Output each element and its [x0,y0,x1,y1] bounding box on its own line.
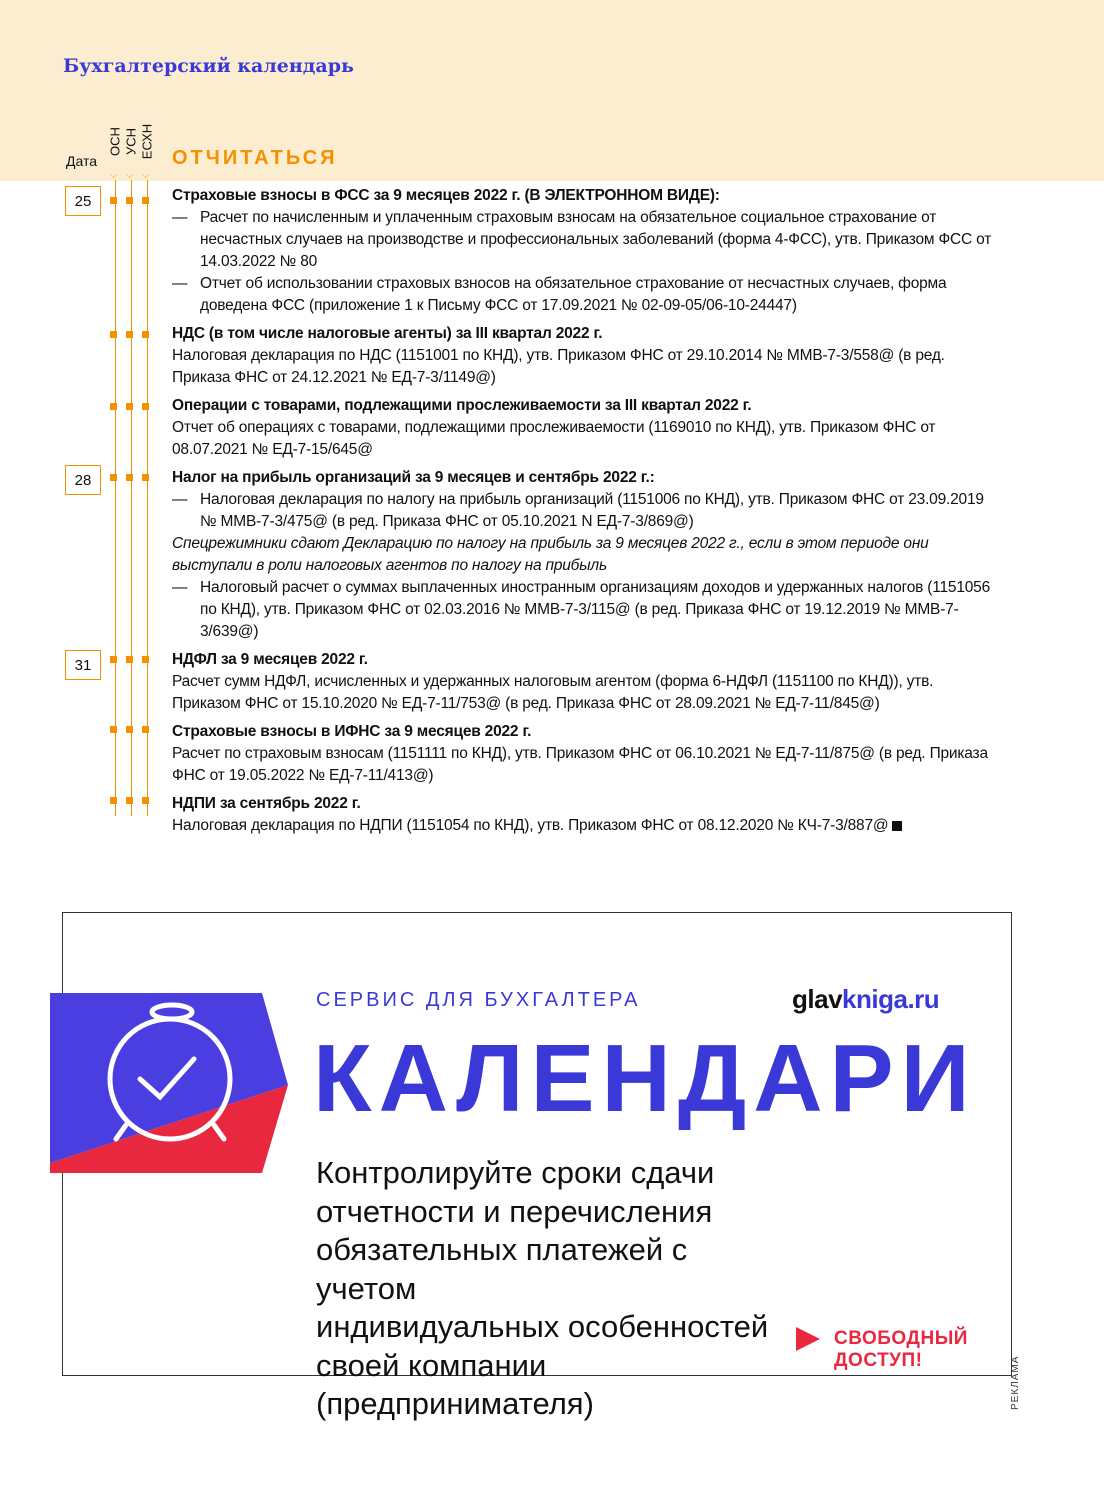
dash-icon: — [172,579,188,596]
list-item [172,185,1002,317]
dash-icon: — [172,491,188,508]
header-band [0,0,1104,181]
date-column-label: Дата [66,153,98,169]
list-item [172,467,1002,643]
entry-text: Отчет об операциях с товарами, подлежащими прослеживаемости (1169010 по КНД), утв. Приказом ФНС от 08.07.2021 № ЕД-7-15/645@ [172,419,936,458]
entry-title: НДПИ за сентябрь 2022 г. [172,795,361,812]
entry-line [172,273,1002,317]
regime-marker [110,656,117,663]
ad-title: КАЛЕНДАРИ [313,1025,977,1132]
ad-body-line: индивидуальных особенностей [316,1309,769,1344]
rubric-title: Бухгалтерский календарь [63,55,354,77]
site-part: glav [792,984,843,1014]
regime-marker [142,331,149,338]
entry-title: НДС (в том числе налоговые агенты) за III квартал 2022 г. [172,325,603,342]
entry-line [172,815,1002,837]
entry-text: Расчет по страховым взносам (1151111 по КНД), утв. Приказом ФНС от 06.10.2021 № ЕД-7-11/875@ (в ред. Приказа ФНС от 19.05.2022 № ЕД-7-11/413@) [172,745,988,784]
regime-label-osn: ОСН [107,127,123,156]
regime-marker [126,474,133,481]
entry-title: Страховые взносы в ИФНС за 9 месяцев 2022 г. [172,723,532,740]
entry-text: Отчет об использовании страховых взносов на обязательное страхование от несчастных случаев, форма доведена ФСС (приложение 1 к Письму ФСС от 17.09.2021 № 02-09-05/06-10-24447) [200,275,947,314]
cta-line: СВОБОДНЫЙ [834,1328,968,1349]
entry-title: НДФЛ за 9 месяцев 2022 г. [172,651,368,668]
entry-text: Расчет сумм НДФЛ, исчисленных и удержанных налоговым агентом (форма 6-НДФЛ (1151100 по КНД)), утв. Приказом ФНС от 15.10.2020 № ЕД-7-11/753@ (в ред. Приказа ФНС от 28.09.2021 № ЕД-7-11/845@) [172,673,934,712]
regime-marker [142,656,149,663]
ad-body-line: отчетности и перечисления [316,1193,713,1229]
ad-disclaimer: РЕКЛАМА [1010,1355,1021,1410]
entry-text: Налоговый расчет о суммах выплаченных иностранным организациям доходов и удержанных налогов (1151056 по КНД), утв. Приказом ФНС от 02.03.2016 № ММВ-7-3/115@ (в ред. Приказа ФНС от 19.12.2019 № ММВ-7-3/639@) [200,579,991,640]
ad-body [316,1154,776,1424]
regime-marker [126,656,133,663]
entry-title: Операции с товарами, подлежащими прослеживаемости за III квартал 2022 г. [172,397,752,414]
regime-marker [110,797,117,804]
regime-marker [110,726,117,733]
regime-marker [126,797,133,804]
list-item [172,721,1002,787]
entry-text: Расчет по начисленным и уплаченным страховым взносам на обязательное социальное страхование от несчастных случаев на производстве и профессиональных заболеваний (форма 4-ФСС), утв. Приказом ФСС от 14.03.2022 № 80 [200,209,992,270]
regime-marker [110,197,117,204]
entry-text: Налоговая декларация по НДПИ (1151054 по КНД), утв. Приказом ФНС от 08.12.2020 № КЧ-7-3/887@ [172,817,889,834]
regime-marker [142,797,149,804]
regime-label-usn: УСН [123,127,139,156]
free-access-button[interactable] [794,1325,968,1371]
list-item [172,649,1002,715]
ad-body-line: (предпринимателя) [316,1386,594,1421]
regime-line-usn [131,180,132,816]
list-item [172,323,1002,389]
regime-line-osn [115,180,116,816]
regime-marker [142,474,149,481]
ad-site-link[interactable] [792,984,939,1015]
reporting-list [172,185,1002,837]
entry-line [172,489,1002,533]
regime-marker [142,726,149,733]
entry-line [172,577,1002,643]
list-item [172,395,1002,461]
ad-body-line: обязательных платежей с учетом [316,1232,688,1306]
entry-text: Налоговая декларация по налогу на прибыль организаций (1151006 по КНД), утв. Приказом ФНС от 23.09.2019 № ММВ-7-3/475@ (в ред. Приказа ФНС от 05.10.2021 N ЕД-7-3/869@) [200,491,984,530]
cta-line: ДОСТУП! [834,1350,923,1371]
regime-marker [126,403,133,410]
list-item [172,793,1002,837]
date-box: 25 [65,186,101,216]
entry-line [172,207,1002,273]
date-box: 31 [65,650,101,680]
ad-body-line: своей компании [316,1347,547,1383]
regime-marker [110,331,117,338]
chevron-down-icon: ⌵ [142,170,150,181]
end-mark-icon [892,821,902,831]
regime-line-eshn [147,180,148,816]
regime-marker [126,726,133,733]
date-box: 28 [65,465,101,495]
section-title: ОТЧИТАТЬСЯ [172,147,338,169]
ad-subtitle: СЕРВИС ДЛЯ БУХГАЛТЕРА [316,989,641,1011]
cta-label [834,1328,984,1372]
regime-marker [126,197,133,204]
regime-marker [110,403,117,410]
regime-marker [142,403,149,410]
play-icon [794,1325,822,1353]
site-part: kniga.ru [842,984,940,1014]
entry-title: Страховые взносы в ФСС за 9 месяцев 2022 г. (В ЭЛЕКТРОННОМ ВИДЕ): [172,187,720,204]
regime-marker [142,197,149,204]
dash-icon: — [172,209,188,226]
regime-marker [110,474,117,481]
chevron-down-icon: ⌵ [110,170,118,181]
entry-note: Спецрежимники сдают Декларацию по налогу на прибыль за 9 месяцев 2022 г., если в этом периоде они выступали в роли налоговых агентов по налогу на прибыль [172,535,929,574]
ad-body-line: Контролируйте сроки сдачи [316,1155,715,1190]
entry-title: Налог на прибыль организаций за 9 месяцев и сентябрь 2022 г.: [172,469,655,486]
regime-label-eshn: ЕСХН [139,123,155,160]
regime-marker [126,331,133,338]
entry-text: Налоговая декларация по НДС (1151001 по КНД), утв. Приказом ФНС от 29.10.2014 № ММВ-7-3/558@ (в ред. Приказа ФНС от 24.12.2021 № ЕД-7-3/1149@) [172,347,945,386]
dash-icon: — [172,275,188,292]
alarm-clock-logo [50,993,290,1173]
chevron-down-icon: ⌵ [126,170,134,181]
